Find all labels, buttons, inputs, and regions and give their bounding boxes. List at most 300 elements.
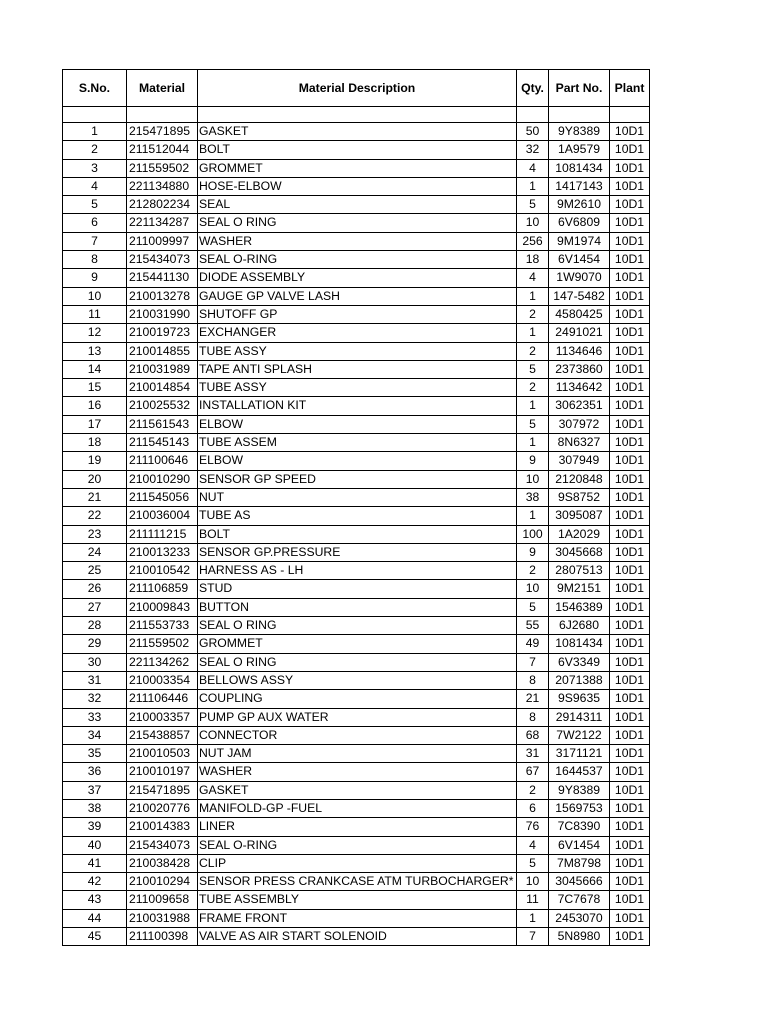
table-row (63, 379, 650, 397)
table-row (63, 232, 650, 250)
cell-qty: 10 (517, 470, 549, 488)
cell-part-no: 1A9579 (549, 141, 610, 159)
cell-qty: 5 (517, 415, 549, 433)
cell-material: 211512044 (127, 141, 198, 159)
table-row (63, 397, 650, 415)
cell-plant: 10D1 (610, 177, 650, 195)
cell-sno: 10 (63, 287, 127, 305)
cell-plant: 10D1 (610, 452, 650, 470)
cell-part-no: 6J2680 (549, 617, 610, 635)
cell-description: SEAL O-RING (198, 251, 517, 269)
cell-material: 210014854 (127, 379, 198, 397)
cell-material: 211111215 (127, 525, 198, 543)
cell-material: 221134880 (127, 177, 198, 195)
table-row (63, 763, 650, 781)
table-row (63, 635, 650, 653)
cell-description: SHUTOFF GP (198, 305, 517, 323)
cell-part-no: 2807513 (549, 562, 610, 580)
cell-description: SEAL O RING (198, 214, 517, 232)
cell-sno: 42 (63, 873, 127, 891)
header-material: Material (127, 70, 198, 107)
cell-qty: 4 (517, 159, 549, 177)
cell-plant: 10D1 (610, 141, 650, 159)
cell-plant: 10D1 (610, 232, 650, 250)
cell-qty: 5 (517, 196, 549, 214)
table-row (63, 543, 650, 561)
cell-description: ELBOW (198, 415, 517, 433)
cell-part-no: 2491021 (549, 324, 610, 342)
cell-qty: 1 (517, 434, 549, 452)
cell-sno: 33 (63, 708, 127, 726)
cell-part-no: 1W9070 (549, 269, 610, 287)
cell-part-no: 8N6327 (549, 434, 610, 452)
cell-part-no: 9S9635 (549, 690, 610, 708)
table-row (63, 507, 650, 525)
cell-qty: 8 (517, 671, 549, 689)
cell-qty: 100 (517, 525, 549, 543)
cell-part-no: 7M8798 (549, 854, 610, 872)
cell-sno: 11 (63, 305, 127, 323)
cell-plant: 10D1 (610, 763, 650, 781)
cell-material: 210010294 (127, 873, 198, 891)
cell-part-no: 3095087 (549, 507, 610, 525)
cell-part-no: 7C8390 (549, 818, 610, 836)
cell-description: TUBE ASSEMBLY (198, 891, 517, 909)
cell-material: 210010503 (127, 745, 198, 763)
cell-material: 215434073 (127, 251, 198, 269)
cell-material: 210003357 (127, 708, 198, 726)
cell-sno: 4 (63, 177, 127, 195)
cell-qty: 31 (517, 745, 549, 763)
cell-part-no: 9Y8389 (549, 123, 610, 141)
cell-material: 210020776 (127, 799, 198, 817)
cell-qty: 10 (517, 214, 549, 232)
header-plant: Plant (610, 70, 650, 107)
cell-description: INSTALLATION KIT (198, 397, 517, 415)
header-part-no: Part No. (549, 70, 610, 107)
cell-part-no: 3045666 (549, 873, 610, 891)
cell-material: 210025532 (127, 397, 198, 415)
cell-sno: 1 (63, 123, 127, 141)
table-row (63, 214, 650, 232)
cell-sno: 31 (63, 671, 127, 689)
cell-qty: 4 (517, 836, 549, 854)
cell-material: 211100398 (127, 928, 198, 946)
cell-sno: 19 (63, 452, 127, 470)
table-row (63, 708, 650, 726)
cell-plant: 10D1 (610, 342, 650, 360)
cell-sno: 26 (63, 580, 127, 598)
cell-description: LINER (198, 818, 517, 836)
cell-plant: 10D1 (610, 525, 650, 543)
cell-part-no: 2120848 (549, 470, 610, 488)
cell-part-no: 9M1974 (549, 232, 610, 250)
cell-plant: 10D1 (610, 690, 650, 708)
cell-qty: 2 (517, 781, 549, 799)
cell-material: 210014855 (127, 342, 198, 360)
table-row (63, 324, 650, 342)
cell-description: SEAL O RING (198, 617, 517, 635)
cell-description: COUPLING (198, 690, 517, 708)
header-row (63, 70, 650, 107)
table-row (63, 488, 650, 506)
cell-sno: 18 (63, 434, 127, 452)
cell-plant: 10D1 (610, 415, 650, 433)
cell-sno: 38 (63, 799, 127, 817)
table-row (63, 562, 650, 580)
cell-description: ELBOW (198, 452, 517, 470)
cell-plant: 10D1 (610, 836, 650, 854)
table-row (63, 928, 650, 946)
cell-part-no: 1A2029 (549, 525, 610, 543)
cell-sno: 20 (63, 470, 127, 488)
cell-plant: 10D1 (610, 818, 650, 836)
cell-qty: 68 (517, 726, 549, 744)
cell-sno: 44 (63, 909, 127, 927)
cell-part-no: 1569753 (549, 799, 610, 817)
table-row (63, 653, 650, 671)
cell-material: 221134262 (127, 653, 198, 671)
cell-description: SENSOR PRESS CRANKCASE ATM TURBOCHARGER* (198, 873, 517, 891)
table-row (63, 781, 650, 799)
table-header (63, 70, 650, 107)
cell-qty: 10 (517, 580, 549, 598)
cell-qty: 21 (517, 690, 549, 708)
cell-material: 210014383 (127, 818, 198, 836)
blank-cell (63, 107, 127, 123)
table-row (63, 305, 650, 323)
cell-description: BOLT (198, 141, 517, 159)
blank-row (63, 107, 650, 123)
cell-sno: 21 (63, 488, 127, 506)
cell-qty: 1 (517, 287, 549, 305)
material-table (62, 69, 650, 946)
cell-description: TUBE ASSEM (198, 434, 517, 452)
cell-part-no: 1081434 (549, 635, 610, 653)
cell-qty: 256 (517, 232, 549, 250)
cell-material: 211559502 (127, 159, 198, 177)
table-row (63, 141, 650, 159)
cell-sno: 29 (63, 635, 127, 653)
cell-plant: 10D1 (610, 470, 650, 488)
cell-sno: 27 (63, 598, 127, 616)
header-sno: S.No. (63, 70, 127, 107)
cell-part-no: 6V1454 (549, 251, 610, 269)
cell-description: GASKET (198, 123, 517, 141)
cell-plant: 10D1 (610, 617, 650, 635)
cell-description: VALVE AS AIR START SOLENOID (198, 928, 517, 946)
cell-description: GROMMET (198, 159, 517, 177)
cell-description: SEAL (198, 196, 517, 214)
cell-plant: 10D1 (610, 781, 650, 799)
cell-description: BOLT (198, 525, 517, 543)
cell-description: SENSOR GP.PRESSURE (198, 543, 517, 561)
table-row (63, 177, 650, 195)
cell-part-no: 3045668 (549, 543, 610, 561)
cell-qty: 38 (517, 488, 549, 506)
cell-sno: 15 (63, 379, 127, 397)
table-row (63, 836, 650, 854)
cell-qty: 5 (517, 598, 549, 616)
cell-part-no: 2373860 (549, 360, 610, 378)
cell-sno: 17 (63, 415, 127, 433)
cell-part-no: 9M2610 (549, 196, 610, 214)
cell-material: 210009843 (127, 598, 198, 616)
table-row (63, 434, 650, 452)
cell-material: 210003354 (127, 671, 198, 689)
cell-material: 211553733 (127, 617, 198, 635)
cell-plant: 10D1 (610, 269, 650, 287)
table-row (63, 598, 650, 616)
cell-plant: 10D1 (610, 488, 650, 506)
table-row (63, 360, 650, 378)
cell-qty: 5 (517, 360, 549, 378)
table-row (63, 196, 650, 214)
cell-qty: 2 (517, 379, 549, 397)
cell-description: STUD (198, 580, 517, 598)
cell-plant: 10D1 (610, 854, 650, 872)
cell-plant: 10D1 (610, 287, 650, 305)
cell-part-no: 1134646 (549, 342, 610, 360)
cell-description: GAUGE GP VALVE LASH (198, 287, 517, 305)
table-row (63, 617, 650, 635)
cell-material: 211106446 (127, 690, 198, 708)
table-row (63, 415, 650, 433)
header-qty: Qty. (517, 70, 549, 107)
cell-sno: 25 (63, 562, 127, 580)
cell-part-no: 6V6809 (549, 214, 610, 232)
blank-cell (517, 107, 549, 123)
cell-part-no: 6V3349 (549, 653, 610, 671)
cell-qty: 1 (517, 177, 549, 195)
cell-description: DIODE ASSEMBLY (198, 269, 517, 287)
table-row (63, 799, 650, 817)
cell-sno: 2 (63, 141, 127, 159)
cell-sno: 37 (63, 781, 127, 799)
table-row (63, 580, 650, 598)
cell-part-no: 2914311 (549, 708, 610, 726)
cell-description: BELLOWS ASSY (198, 671, 517, 689)
cell-material: 210013233 (127, 543, 198, 561)
table-row (63, 671, 650, 689)
cell-plant: 10D1 (610, 305, 650, 323)
cell-material: 215438857 (127, 726, 198, 744)
cell-material: 210036004 (127, 507, 198, 525)
cell-sno: 39 (63, 818, 127, 836)
cell-part-no: 2453070 (549, 909, 610, 927)
cell-material: 215441130 (127, 269, 198, 287)
cell-description: TUBE AS (198, 507, 517, 525)
table-row (63, 690, 650, 708)
table-row (63, 123, 650, 141)
cell-material: 212802234 (127, 196, 198, 214)
cell-qty: 10 (517, 873, 549, 891)
cell-part-no: 1644537 (549, 763, 610, 781)
cell-plant: 10D1 (610, 562, 650, 580)
cell-part-no: 9M2151 (549, 580, 610, 598)
cell-qty: 49 (517, 635, 549, 653)
cell-qty: 67 (517, 763, 549, 781)
cell-qty: 1 (517, 324, 549, 342)
cell-sno: 45 (63, 928, 127, 946)
material-sheet (62, 69, 650, 946)
cell-plant: 10D1 (610, 251, 650, 269)
cell-part-no: 1417143 (549, 177, 610, 195)
table-row (63, 159, 650, 177)
cell-material: 210031989 (127, 360, 198, 378)
table-row (63, 818, 650, 836)
table-row (63, 251, 650, 269)
cell-plant: 10D1 (610, 671, 650, 689)
cell-plant: 10D1 (610, 653, 650, 671)
cell-part-no: 6V1454 (549, 836, 610, 854)
cell-description: NUT (198, 488, 517, 506)
blank-cell (127, 107, 198, 123)
cell-sno: 23 (63, 525, 127, 543)
cell-qty: 50 (517, 123, 549, 141)
table-body (63, 123, 650, 946)
cell-part-no: 147-5482 (549, 287, 610, 305)
cell-part-no: 2071388 (549, 671, 610, 689)
cell-description: EXCHANGER (198, 324, 517, 342)
cell-qty: 9 (517, 452, 549, 470)
cell-sno: 14 (63, 360, 127, 378)
blank-cell (610, 107, 650, 123)
cell-material: 211100646 (127, 452, 198, 470)
cell-material: 210010197 (127, 763, 198, 781)
cell-sno: 35 (63, 745, 127, 763)
cell-part-no: 307949 (549, 452, 610, 470)
cell-material: 211009658 (127, 891, 198, 909)
cell-plant: 10D1 (610, 123, 650, 141)
cell-qty: 18 (517, 251, 549, 269)
cell-part-no: 1546389 (549, 598, 610, 616)
cell-material: 211009997 (127, 232, 198, 250)
cell-sno: 24 (63, 543, 127, 561)
cell-plant: 10D1 (610, 726, 650, 744)
cell-material: 210019723 (127, 324, 198, 342)
cell-material: 210013278 (127, 287, 198, 305)
cell-description: CONNECTOR (198, 726, 517, 744)
cell-sno: 12 (63, 324, 127, 342)
cell-sno: 9 (63, 269, 127, 287)
cell-qty: 5 (517, 854, 549, 872)
cell-plant: 10D1 (610, 379, 650, 397)
table-row (63, 726, 650, 744)
table-row (63, 873, 650, 891)
cell-part-no: 1134642 (549, 379, 610, 397)
cell-plant: 10D1 (610, 873, 650, 891)
table-row (63, 470, 650, 488)
cell-description: SEAL O-RING (198, 836, 517, 854)
cell-sno: 13 (63, 342, 127, 360)
cell-material: 215471895 (127, 781, 198, 799)
cell-plant: 10D1 (610, 891, 650, 909)
cell-material: 221134287 (127, 214, 198, 232)
cell-plant: 10D1 (610, 159, 650, 177)
cell-description: TUBE ASSY (198, 342, 517, 360)
cell-description: TUBE ASSY (198, 379, 517, 397)
cell-material: 210031990 (127, 305, 198, 323)
cell-plant: 10D1 (610, 360, 650, 378)
table-row (63, 854, 650, 872)
cell-qty: 55 (517, 617, 549, 635)
cell-plant: 10D1 (610, 196, 650, 214)
cell-sno: 41 (63, 854, 127, 872)
table-row (63, 525, 650, 543)
blank-cell (549, 107, 610, 123)
cell-part-no: 1081434 (549, 159, 610, 177)
cell-part-no: 3062351 (549, 397, 610, 415)
cell-sno: 5 (63, 196, 127, 214)
cell-sno: 40 (63, 836, 127, 854)
table-row (63, 342, 650, 360)
cell-qty: 9 (517, 543, 549, 561)
cell-plant: 10D1 (610, 635, 650, 653)
cell-description: WASHER (198, 763, 517, 781)
table-row (63, 287, 650, 305)
cell-qty: 76 (517, 818, 549, 836)
blank-cell (198, 107, 517, 123)
cell-plant: 10D1 (610, 598, 650, 616)
cell-sno: 28 (63, 617, 127, 635)
cell-description: BUTTON (198, 598, 517, 616)
cell-qty: 1 (517, 507, 549, 525)
cell-qty: 32 (517, 141, 549, 159)
cell-part-no: 3171121 (549, 745, 610, 763)
cell-material: 211559502 (127, 635, 198, 653)
cell-qty: 4 (517, 269, 549, 287)
cell-sno: 3 (63, 159, 127, 177)
cell-description: GROMMET (198, 635, 517, 653)
cell-sno: 36 (63, 763, 127, 781)
cell-material: 211545056 (127, 488, 198, 506)
cell-part-no: 9Y8389 (549, 781, 610, 799)
cell-material: 210031988 (127, 909, 198, 927)
cell-part-no: 7C7678 (549, 891, 610, 909)
cell-qty: 1 (517, 909, 549, 927)
table-row (63, 909, 650, 927)
cell-material: 215434073 (127, 836, 198, 854)
cell-sno: 8 (63, 251, 127, 269)
cell-sno: 6 (63, 214, 127, 232)
cell-plant: 10D1 (610, 909, 650, 927)
table-row (63, 745, 650, 763)
cell-sno: 30 (63, 653, 127, 671)
cell-sno: 7 (63, 232, 127, 250)
cell-plant: 10D1 (610, 708, 650, 726)
cell-material: 215471895 (127, 123, 198, 141)
cell-plant: 10D1 (610, 434, 650, 452)
cell-plant: 10D1 (610, 214, 650, 232)
cell-plant: 10D1 (610, 543, 650, 561)
cell-description: PUMP GP AUX WATER (198, 708, 517, 726)
cell-material: 211545143 (127, 434, 198, 452)
table-row (63, 452, 650, 470)
cell-sno: 22 (63, 507, 127, 525)
cell-plant: 10D1 (610, 745, 650, 763)
cell-qty: 7 (517, 928, 549, 946)
cell-qty: 7 (517, 653, 549, 671)
cell-qty: 6 (517, 799, 549, 817)
cell-part-no: 9S8752 (549, 488, 610, 506)
cell-part-no: 7W2122 (549, 726, 610, 744)
cell-plant: 10D1 (610, 397, 650, 415)
table-row (63, 269, 650, 287)
header-description: Material Description (198, 70, 517, 107)
cell-part-no: 4580425 (549, 305, 610, 323)
cell-qty: 11 (517, 891, 549, 909)
